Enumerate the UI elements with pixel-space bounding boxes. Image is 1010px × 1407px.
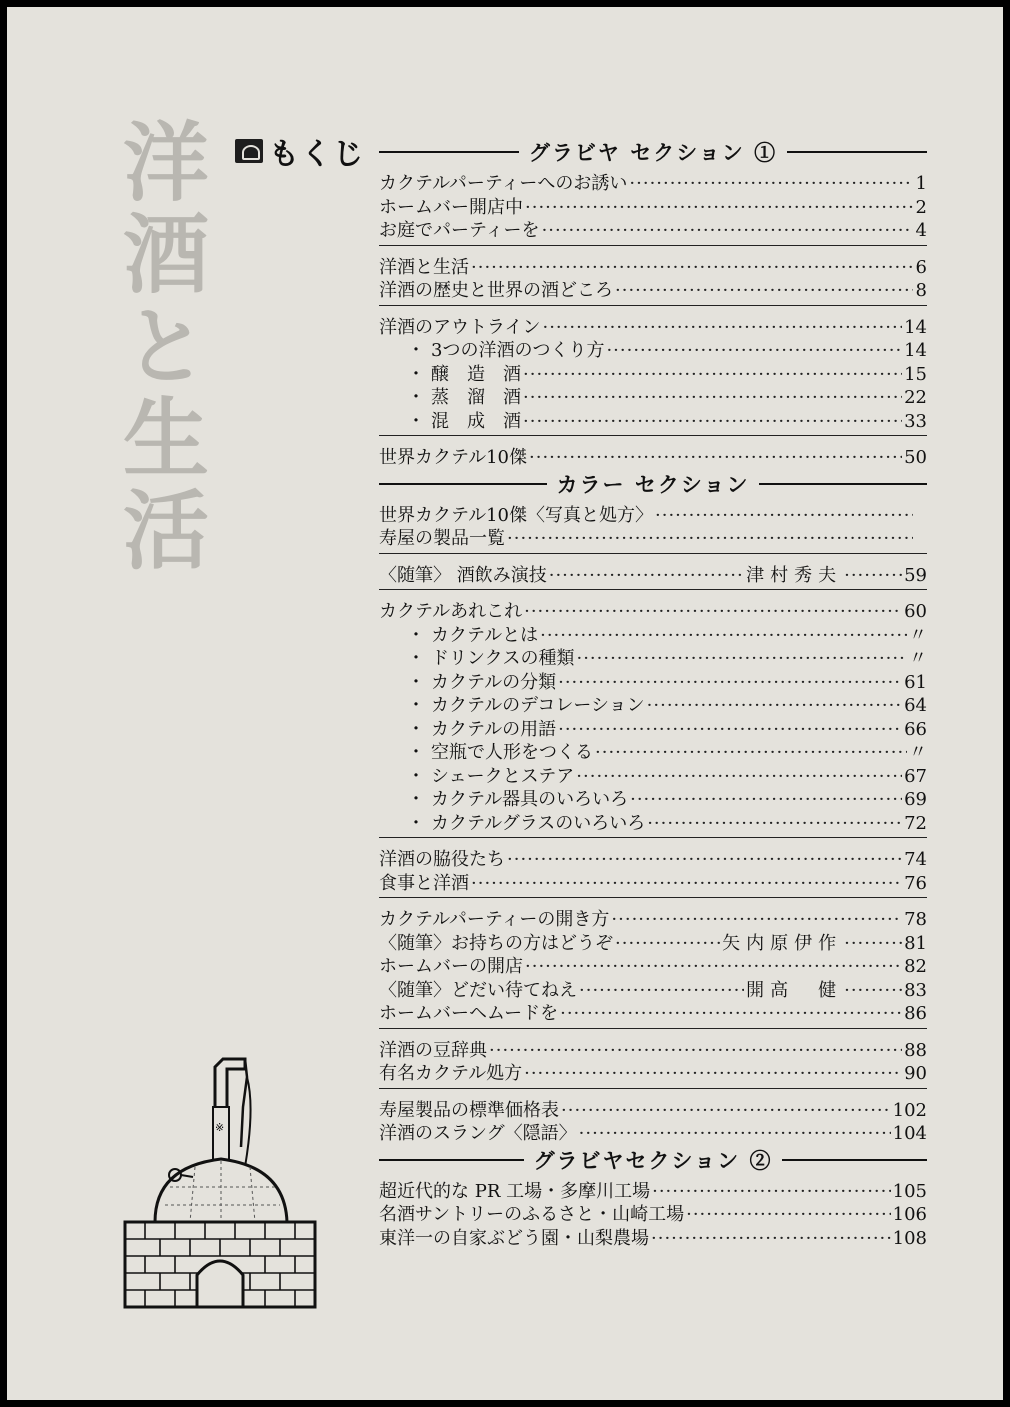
section-divider [379, 1028, 927, 1029]
toc-entry [379, 501, 927, 525]
toc-page-number: 6 [915, 256, 927, 278]
toc-entry-title: 寿屋製品の標準価格表 [379, 1099, 559, 1121]
bullet-icon: ・ [407, 648, 425, 669]
section-divider [379, 589, 927, 590]
leader-dots [561, 1100, 891, 1121]
leader-dots [560, 1003, 902, 1024]
toc-entry [379, 313, 927, 337]
leader-dots [523, 387, 902, 408]
table-of-contents [379, 135, 927, 1247]
toc-page-number: 81 [904, 932, 927, 954]
leader-dots [529, 447, 902, 468]
toc-entry-title: カクテルの用語 [431, 718, 557, 740]
toc-entry-author: 開高 健 [746, 979, 843, 1001]
toc-entry [379, 169, 927, 193]
leader-dots [542, 317, 902, 338]
leader-dots [507, 849, 902, 870]
toc-page-number: 86 [904, 1003, 927, 1024]
bullet-icon: ・ [407, 695, 425, 716]
heading-mark-icon [235, 139, 263, 163]
svg-text:※: ※ [215, 1121, 225, 1134]
toc-entry-title: 洋酒のスラング〈隠語〉 [379, 1123, 577, 1144]
section-divider [379, 897, 927, 898]
toc-entry-title: 洋酒の豆辞典 [379, 1039, 487, 1061]
toc-page-number: 76 [904, 872, 927, 894]
leader-dots [651, 1228, 891, 1249]
section-divider [379, 245, 927, 246]
toc-page-number: 15 [904, 363, 927, 385]
bullet-icon: ・ [407, 387, 425, 408]
page [7, 7, 1003, 1400]
toc-subentry [379, 738, 927, 762]
toc-entry [379, 524, 927, 548]
toc-entry-title: ホームバーヘムードを [379, 1003, 559, 1024]
toc-page-number: 14 [904, 340, 927, 361]
leader-dots [615, 933, 720, 954]
show-through-text [387, 67, 947, 127]
leader-dots [686, 1204, 891, 1225]
leader-dots [549, 565, 744, 586]
leader-dots [523, 411, 902, 432]
toc-entry [379, 216, 927, 240]
toc-subentry [379, 762, 927, 786]
toc-page-number: 33 [904, 410, 927, 432]
banner-line-right [782, 1159, 927, 1161]
leader-dots [615, 280, 913, 301]
toc-page-number: 〃 [909, 742, 927, 763]
toc-entry [379, 952, 927, 976]
toc-page-number: 50 [904, 447, 927, 468]
toc-page-number: 83 [904, 979, 927, 1001]
toc-page-number: 〃 [909, 624, 927, 646]
toc-page-number: 60 [904, 601, 927, 622]
leader-dots [523, 364, 902, 385]
leader-dots [652, 1181, 891, 1202]
toc-entry-title: ホームバーの開店 [379, 956, 523, 977]
section-divider [379, 1088, 927, 1089]
toc-entry [379, 1036, 927, 1060]
toc-entry-title: お庭でパーティーを [379, 220, 540, 241]
toc-entry-title: 寿屋の製品一覧 [379, 528, 505, 549]
leader-dots [576, 648, 907, 669]
leader-dots [525, 197, 913, 218]
toc-entry-title: カクテルパーティーの開き方 [379, 909, 610, 930]
toc-entry [379, 976, 927, 1000]
toc-page-number: 69 [904, 789, 927, 810]
leader-dots [844, 933, 902, 954]
toc-entry [379, 193, 927, 217]
leader-dots [471, 257, 913, 278]
toc-page-number: 82 [904, 956, 927, 977]
banner-line-left [379, 151, 519, 153]
toc-page-number: 74 [904, 849, 927, 870]
toc-entry-title: ドリンクスの種類 [431, 648, 575, 669]
toc-entry-title: 3つの洋酒のつくり方 [431, 340, 605, 361]
toc-subentry [379, 668, 927, 692]
toc-page-number: 14 [904, 316, 927, 338]
section-divider [379, 305, 927, 306]
section-banner-text: グラビヤ セクション ① [528, 140, 778, 165]
background-title: 洋酒と生活 [108, 117, 209, 577]
toc-page-number: 〃 [909, 648, 927, 669]
toc-entry [379, 845, 927, 869]
toc-entry-title: カクテルの分類 [431, 671, 557, 693]
toc-entry-title: 超近代的な PR 工場・多摩川工場 [379, 1180, 651, 1202]
toc-entry-title: カクテルグラスのいろいろ [431, 812, 646, 834]
leader-dots [507, 528, 913, 549]
toc-entry-title: 〈随筆〉どだい待てねえ [379, 979, 577, 1001]
leader-dots [540, 625, 907, 646]
toc-entry [379, 276, 927, 300]
toc-subentry [379, 715, 927, 739]
banner-line-right [759, 483, 927, 485]
leader-dots [655, 505, 913, 526]
toc-subentry [379, 785, 927, 809]
leader-dots [579, 980, 744, 1001]
leader-dots [525, 956, 902, 977]
bullet-icon: ・ [407, 340, 425, 361]
toc-entry-title: 〈随筆〉お持ちの方はどうぞ [379, 932, 613, 954]
bullet-icon: ・ [407, 742, 425, 763]
toc-entry [379, 1224, 927, 1248]
toc-page-number: 8 [915, 280, 927, 301]
bullet-icon: ・ [407, 410, 425, 432]
toc-page-number: 66 [904, 718, 927, 740]
toc-subentry [379, 336, 927, 360]
toc-page-number: 64 [904, 695, 927, 716]
toc-entry-title: カクテルパーティーへのお誘い [379, 173, 628, 194]
toc-entry-title: ホームバー開店中 [379, 196, 523, 218]
toc-entry [379, 1177, 927, 1201]
leader-dots [471, 873, 902, 894]
toc-page-number: 106 [892, 1204, 927, 1225]
toc-entry-title: 有名カクテル処方 [379, 1063, 523, 1084]
toc-entry [379, 1096, 927, 1120]
toc-subentry [379, 360, 927, 384]
toc-entry [379, 253, 927, 277]
toc-subentry [379, 691, 927, 715]
leader-dots [489, 1040, 902, 1061]
bullet-icon: ・ [407, 812, 425, 834]
toc-entry-title: 洋酒の脇役たち [379, 849, 505, 870]
toc-page-number: 22 [904, 387, 927, 408]
section-banner [379, 1143, 927, 1177]
toc-subentry [379, 383, 927, 407]
leader-dots [606, 340, 902, 361]
toc-subentry [379, 621, 927, 645]
bullet-icon: ・ [407, 624, 425, 646]
toc-page-number: 104 [892, 1123, 927, 1144]
toc-entry [379, 999, 927, 1023]
toc-entry-title: カクテルのデコレーション [431, 695, 645, 716]
toc-page-number: 105 [892, 1180, 927, 1202]
leader-dots [558, 719, 902, 740]
toc-entry [379, 443, 927, 467]
toc-entry-title: カクテルとは [431, 624, 539, 646]
toc-entry-title: 空瓶で人形をつくる [431, 742, 593, 763]
leader-dots [844, 565, 902, 586]
bullet-icon: ・ [407, 718, 425, 740]
leader-dots [576, 766, 902, 787]
toc-entry-title: 世界カクテル10傑〈写真と処方〉 [379, 504, 654, 526]
bullet-icon: ・ [407, 789, 425, 810]
toc-entry [379, 905, 927, 929]
leader-dots [611, 909, 902, 930]
section-banner-text: グラビヤセクション ② [533, 1147, 773, 1173]
toc-entry-title: シェークとステア [431, 765, 575, 787]
toc-entry-title: カクテルあれこれ [379, 601, 523, 622]
leader-dots [647, 813, 902, 834]
toc-entry [379, 1200, 927, 1224]
toc-entry-title: カクテル器具のいろいろ [431, 789, 629, 810]
toc-entry-title: 洋酒のアウトライン [379, 316, 541, 338]
toc-entry-title: 醸 造 酒 [431, 363, 521, 385]
toc-page-number: 102 [892, 1099, 927, 1121]
banner-line-left [379, 483, 547, 485]
toc-subentry [379, 809, 927, 833]
toc-page-number: 59 [904, 564, 927, 586]
section-banner-text: カラー セクション [556, 471, 750, 497]
banner-line-left [379, 1159, 524, 1161]
section-banner [379, 135, 927, 169]
leader-dots [630, 789, 902, 810]
toc-entry [379, 1059, 927, 1083]
bullet-icon: ・ [407, 363, 425, 385]
toc-subentry [379, 644, 927, 668]
section-divider [379, 553, 927, 554]
toc-entry-title: 洋酒と生活 [379, 256, 469, 278]
leader-dots [844, 980, 902, 1001]
toc-page-number: 108 [892, 1227, 927, 1249]
banner-line-right [787, 151, 927, 153]
toc-page-number: 88 [904, 1039, 927, 1061]
toc-page-number: 2 [915, 196, 927, 218]
toc-entry-title: 蒸 溜 酒 [431, 387, 521, 408]
toc-heading [235, 135, 365, 172]
toc-page-number: 72 [904, 812, 927, 834]
toc-entry [379, 929, 927, 953]
toc-page-number: 67 [904, 765, 927, 787]
leader-dots [595, 742, 907, 763]
toc-entry [379, 1119, 927, 1143]
toc-entry-author: 津村秀夫 [746, 564, 843, 586]
bullet-icon: ・ [407, 765, 425, 787]
toc-entry-title: 混 成 酒 [431, 410, 521, 432]
section-divider [379, 837, 927, 838]
section-divider [379, 435, 927, 436]
toc-heading-text: もくじ [269, 137, 365, 172]
toc-page-number: 4 [915, 220, 927, 241]
leader-dots [629, 173, 913, 194]
toc-entry [379, 869, 927, 893]
leader-dots [558, 672, 902, 693]
toc-entry-title: 世界カクテル10傑 [379, 447, 528, 468]
toc-entry-title: 東洋一の自家ぶどう園・山梨農場 [379, 1227, 649, 1249]
leader-dots [524, 601, 902, 622]
toc-entry [379, 597, 927, 621]
leader-dots [542, 220, 913, 241]
toc-page-number: 90 [904, 1063, 927, 1084]
toc-subentry [379, 407, 927, 431]
leader-dots [579, 1123, 891, 1144]
toc-page-number: 78 [904, 909, 927, 930]
toc-entry-title: 食事と洋酒 [379, 872, 469, 894]
toc-entry-title: 〈随筆〉 酒飲み演技 [379, 564, 547, 586]
toc-page-number: 1 [915, 173, 927, 194]
toc-entry [379, 561, 927, 585]
section-banner [379, 467, 927, 501]
toc-entry-title: 名酒サントリーのふるさと・山崎工場 [379, 1204, 685, 1225]
bullet-icon: ・ [407, 671, 425, 693]
leader-dots [524, 1063, 902, 1084]
toc-entry-author: 矢内原伊作 [722, 932, 843, 954]
toc-page-number: 61 [904, 671, 927, 693]
leader-dots [647, 695, 902, 716]
toc-entry-title: 洋酒の歴史と世界の酒どころ [379, 280, 613, 301]
pot-still-illustration [115, 1047, 325, 1309]
